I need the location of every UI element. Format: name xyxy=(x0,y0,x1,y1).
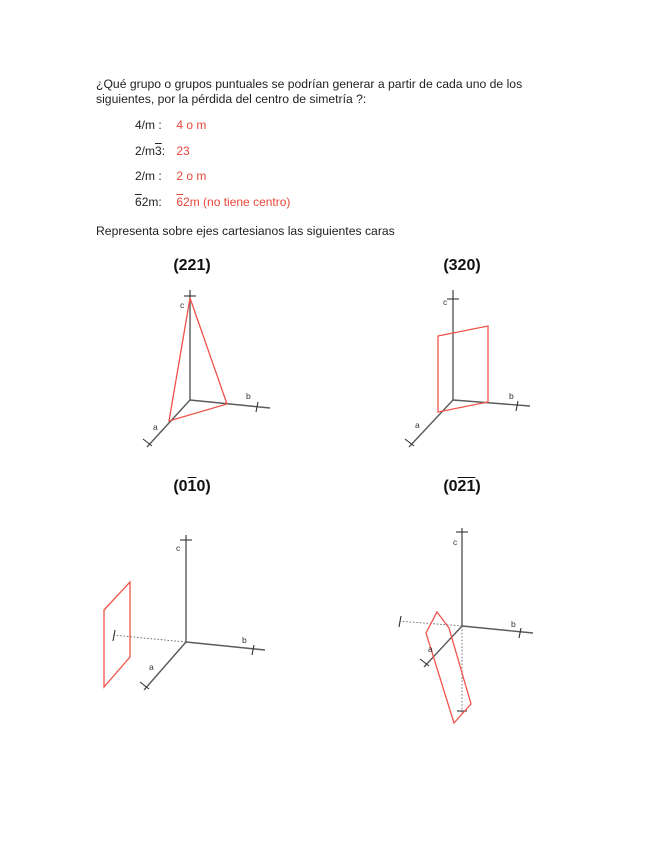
figure-221 xyxy=(143,290,270,447)
group-answer: 4 o m xyxy=(176,118,207,132)
axis-label-a: a xyxy=(415,420,420,430)
figure-320 xyxy=(405,290,530,447)
group-label: 2/m3: xyxy=(135,144,166,158)
group-label: 2/m : xyxy=(135,169,162,183)
figure-0-2bar-1bar xyxy=(398,528,533,723)
figure-0-1bar-0 xyxy=(104,535,265,690)
group-answer: 62m (no tiene centro) xyxy=(176,195,291,209)
face-title-0-2bar-1bar: (021) xyxy=(443,478,481,495)
face-320-plane xyxy=(438,326,488,412)
group-answer: 23 xyxy=(176,144,190,158)
group-label: 62m: xyxy=(135,195,162,209)
question-text: ¿Qué grupo o grupos puntuales se podrían generar a partir de cada uno de los siguientes, por la pérdida del centro de simetría ?: xyxy=(96,77,523,106)
axis-label-a: a xyxy=(428,644,433,654)
face-0-1bar-0-plane xyxy=(104,582,130,687)
axis-label-b: b xyxy=(246,391,251,401)
axis-label-b: b xyxy=(511,619,516,629)
face-0-2bar-1bar-plane xyxy=(426,612,471,723)
axis-label-a: a xyxy=(153,422,158,432)
axis-label-b: b xyxy=(242,635,247,645)
instruction-text: Representa sobre ejes cartesianos las siguientes caras xyxy=(96,224,395,238)
axis-label-c: c xyxy=(176,543,181,553)
axis-label-c: c xyxy=(180,300,185,310)
axis-label-c: c xyxy=(453,537,458,547)
axis-label-c: c xyxy=(443,297,448,307)
group-answer: 2 o m xyxy=(176,169,207,183)
face-title-320: (320) xyxy=(443,257,481,274)
face-title-0-1bar-0: (010) xyxy=(173,478,211,495)
face-title-221: (221) xyxy=(173,257,211,274)
group-label: 4/m : xyxy=(135,118,162,132)
axis-label-a: a xyxy=(149,662,154,672)
axis-label-b: b xyxy=(509,391,514,401)
